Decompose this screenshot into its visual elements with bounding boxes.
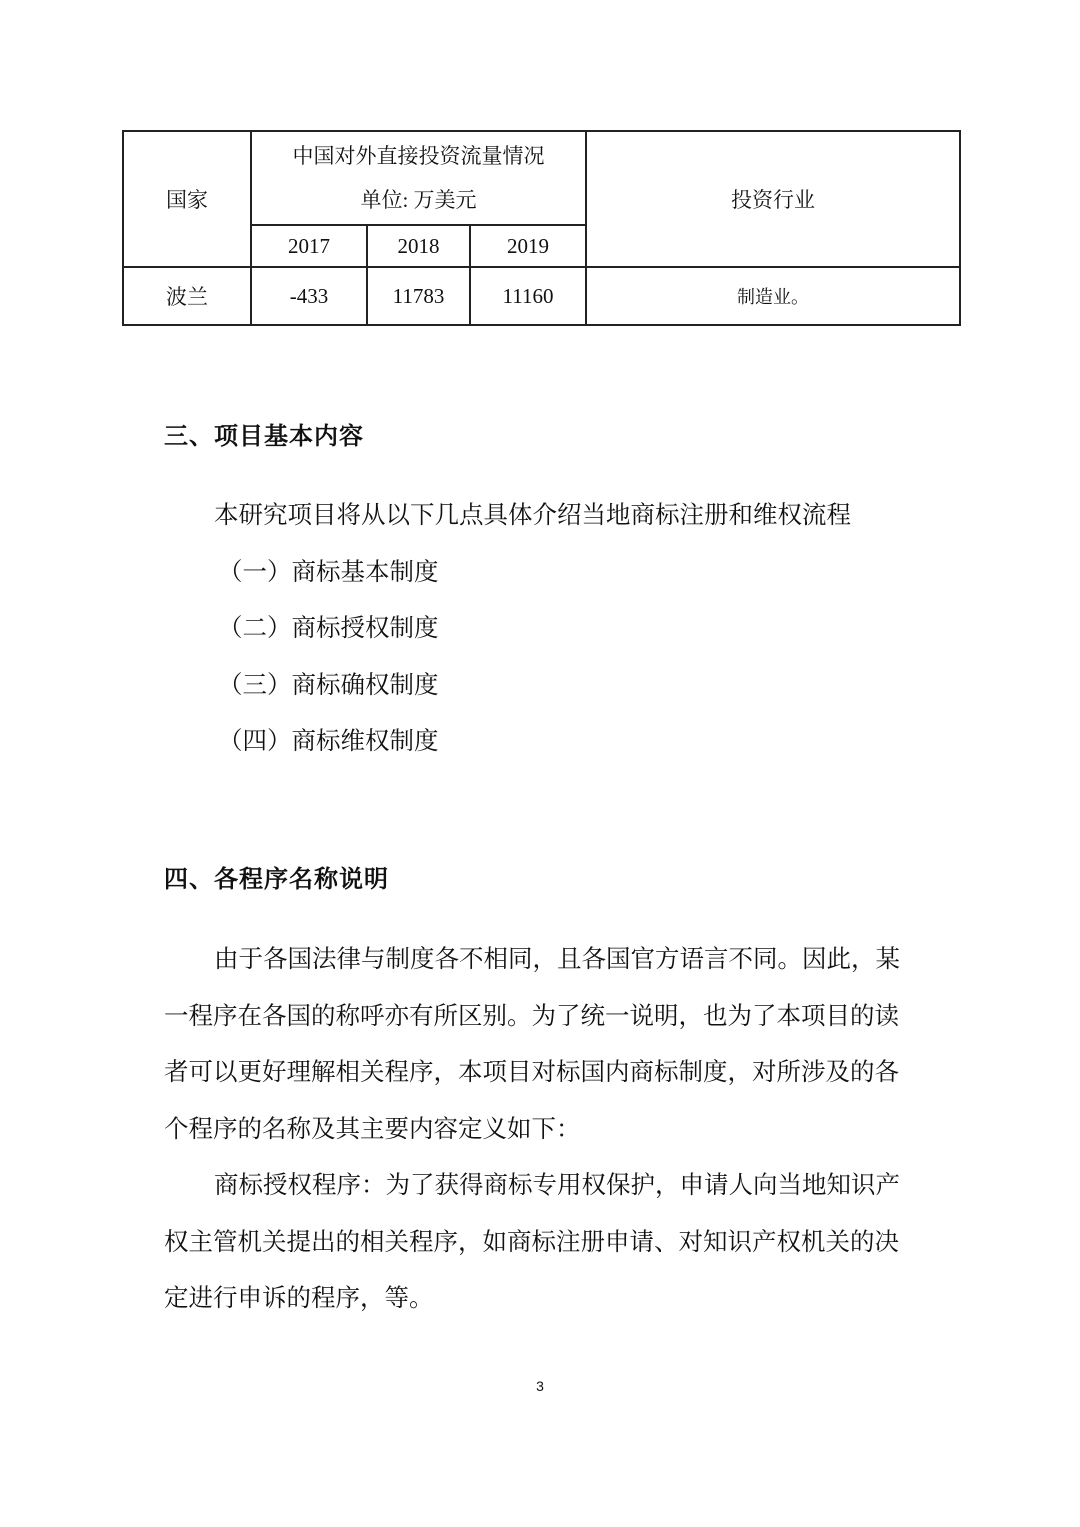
value-2018: 11783 bbox=[367, 267, 470, 325]
country-cell: 波兰 bbox=[123, 267, 251, 325]
list-item: （二）商标授权制度 bbox=[218, 613, 439, 642]
list-item: （一）商标基本制度 bbox=[218, 557, 439, 586]
paragraph-line: 定进行申诉的程序，等。 bbox=[164, 1283, 434, 1312]
flow-title: 中国对外直接投资流量情况 bbox=[292, 144, 545, 168]
section-3-intro: 本研究项目将从以下几点具体介绍当地商标注册和维权流程 bbox=[214, 500, 851, 529]
table-row bbox=[123, 267, 960, 325]
section-3-title: 三、项目基本内容 bbox=[164, 422, 364, 450]
value-2017: -433 bbox=[251, 267, 367, 325]
page-number: 3 bbox=[536, 1378, 544, 1394]
list-item: （三）商标确权制度 bbox=[218, 670, 439, 699]
country-header: 国家 bbox=[123, 131, 251, 267]
paragraph-line: 一程序在各国的称呼亦有所区别。为了统一说明，也为了本项目的读 bbox=[164, 1001, 899, 1030]
list-item: （四）商标维权制度 bbox=[218, 726, 439, 755]
paragraph-line: 者可以更好理解相关程序，本项目对标国内商标制度，对所涉及的各 bbox=[164, 1057, 899, 1086]
year-2017: 2017 bbox=[251, 225, 367, 267]
industry-cell: 制造业。 bbox=[586, 267, 960, 325]
year-2019: 2019 bbox=[470, 225, 586, 267]
unit-label: 单位: 万美元 bbox=[360, 188, 477, 212]
industry-header: 投资行业 bbox=[586, 131, 960, 267]
flow-header bbox=[251, 131, 586, 225]
paragraph-line: 权主管机关提出的相关程序，如商标注册申请、对知识产权机关的决 bbox=[164, 1227, 899, 1256]
section-4-title: 四、各程序名称说明 bbox=[164, 865, 389, 893]
paragraph-line: 个程序的名称及其主要内容定义如下： bbox=[164, 1114, 581, 1143]
value-2019: 11160 bbox=[470, 267, 586, 325]
paragraph-line: 商标授权程序：为了获得商标专用权保护，申请人向当地知识产 bbox=[214, 1170, 900, 1199]
fdi-table bbox=[122, 130, 961, 326]
year-2018: 2018 bbox=[367, 225, 470, 267]
paragraph-line: 由于各国法律与制度各不相同，且各国官方语言不同。因此，某 bbox=[214, 944, 900, 973]
